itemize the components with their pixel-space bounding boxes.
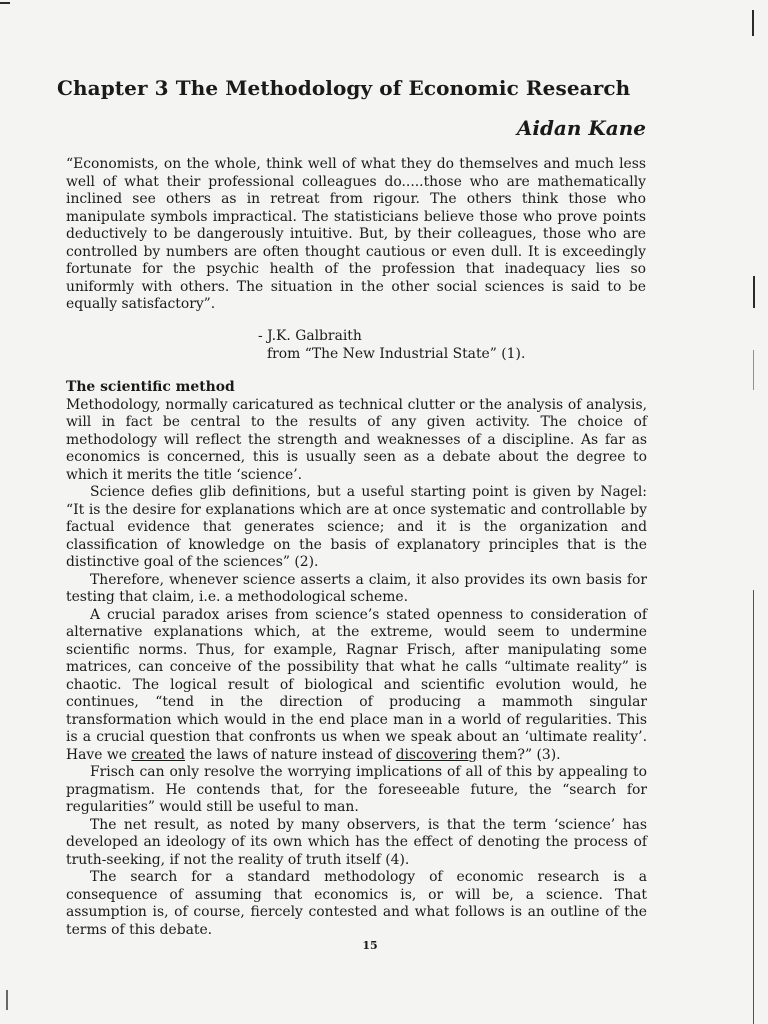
section-heading: The scientific method <box>66 379 235 395</box>
scan-edge-line <box>0 2 10 4</box>
body-text <box>66 379 647 939</box>
paragraph-3: Therefore, whenever science asserts a claim, it also provides its own basis for testing that claim, i.e. a methodological scheme. <box>66 571 647 605</box>
paragraph-4-part-b: the laws of nature instead of <box>185 746 396 763</box>
underlined-discovering: discovering <box>395 746 478 763</box>
epigraph-quote: “Economists, on the whole, think well of what they do themselves and much less well of what their professional colleagues do.....those who are mathematically inclined see others as in retreat from rigour. The others think those who manipulate symbols impractical. The statisticians believe those who prove points deductively to be dangerously intuitive. But, by their colleagues, those who are controlled by numbers are often thought cautious or even dull. It is exceedingly fortunate for the psychic health of the profession that inadequacy lies so uniformly with others. The situation in the other social sciences is said to be equally satisfactory”. <box>66 156 646 312</box>
page-number: 15 <box>362 939 378 952</box>
chapter-title: Chapter 3 The Methodology of Economic Research <box>57 76 631 100</box>
paragraph-2: Science defies glib definitions, but a useful starting point is given by Nagel: “It is the desire for explanations which are at once systematic and controllable by factual evidence that generates science; and it is the organization and classification of knowledge on the basis of explanatory principles that is the distinctive goal of the sciences” (2). <box>66 484 647 570</box>
paragraph-4-part-a: A crucial paradox arises from science’s stated openness to consideration of alternative explanations which, at the extreme, would seem to undermine scientific norms. Thus, for example, Ragnar Frisch, after manipulating some matrices, can conceive of the possibility that what he calls “ultimate reality” is chaotic. The logical result of biological and scientific evolution would, he continues, “tend in the direction of producing a mammoth singular transformation which would in the end place man in a world of regularities. This is a crucial question that confronts us when we speak about an ‘ultimate reality’. Have we <box>66 606 647 763</box>
epigraph-attribution <box>258 327 525 363</box>
author-name: Aidan Kane <box>516 116 646 140</box>
scan-edge-line <box>753 276 755 308</box>
scan-edge-line <box>753 590 754 1024</box>
underlined-created: created <box>131 746 186 763</box>
scan-edge-line <box>6 990 8 1010</box>
paragraph-4 <box>66 607 647 765</box>
paragraph-1: Methodology, normally caricatured as technical clutter or the analysis of analysis, will in fact be central to the results of any given activity. The choice of methodology will reflect the strength and weaknesses of a discipline. As far as economics is concerned, this is usually seen as a debate about the degree to which it merits the title ‘science’. <box>66 396 647 483</box>
paragraph-5: Frisch can only resolve the worrying implications of all of this by appealing to pragmatism. He contends that, for the foreseeable future, the “search for regularities” would still be useful to man. <box>66 764 647 815</box>
paragraph-4-part-c: them?” (3). <box>477 746 561 763</box>
paragraph-7: The search for a standard methodology of economic research is a consequence of assuming that economics is, or will be, a science. That assumption is, of course, fiercely contested and what follows is an outline of the terms of this debate. <box>66 869 647 938</box>
attribution-author: - J.K. Galbraith <box>258 328 362 344</box>
attribution-source: from “The New Industrial State” (1). <box>267 346 526 362</box>
scan-edge-line <box>752 10 754 36</box>
scan-edge-line <box>753 350 754 390</box>
paragraph-6: The net result, as noted by many observers, is that the term ‘science’ has developed an ideology of its own which has the effect of denoting the process of truth-seeking, if not the reality of truth itself (4). <box>66 816 647 868</box>
